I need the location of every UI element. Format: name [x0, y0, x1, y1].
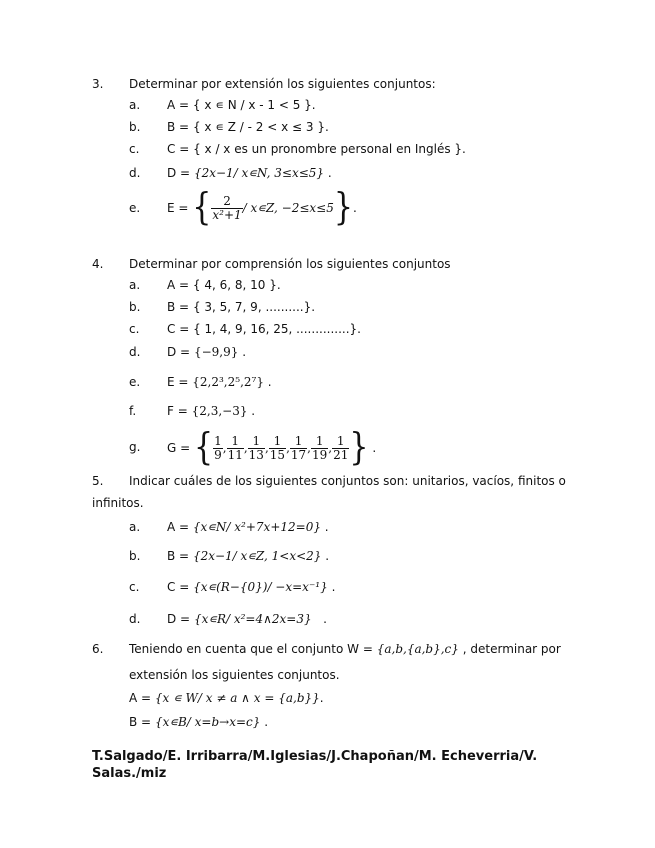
fraction: $\frac{1}{17}$ [290, 433, 307, 462]
item-letter: d. [129, 612, 141, 626]
set-a-definition: A = { 4, 6, 8, 10 }. [167, 278, 281, 292]
set-e-definition: E = {2,2³,2⁵,2⁷} . [167, 375, 272, 389]
exercise-5-heading-cont: infinitos. [92, 496, 144, 510]
exercise-5-number: 5. [92, 474, 104, 488]
exercise-6-heading: Teniendo en cuenta que el conjunto W = {a,b,{a,b},c} , determinar por [129, 642, 561, 656]
exercise-6-number: 6. [92, 642, 104, 656]
item-letter: a. [129, 520, 141, 534]
set-c-definition: C = { 1, 4, 9, 16, 25, ..............}. [167, 322, 361, 336]
item-letter: b. [129, 549, 141, 563]
set-d-definition: D = {2x−1/ x∊N, 3≤x≤5} . [167, 166, 332, 180]
set-e-definition: E = { $\frac{2}{\text{x²+1}}$ / x∊Z, −2≤x≤5 } . [167, 185, 357, 230]
exercise-5-heading: Indicar cuáles de los siguientes conjuntos son: unitarios, vacíos, finitos o [129, 474, 566, 488]
fraction: $\frac{1}{11}$ [227, 433, 243, 462]
authors-footer: T.Salgado/E. Irribarra/M.Iglesias/J.Chapoñan/M. Echeverria/V. Salas./miz [92, 749, 538, 781]
set-f-definition: F = {2,3,−3} . [167, 404, 256, 418]
item-letter: b. [129, 300, 141, 314]
fraction: $\frac{1}{21}$ [333, 433, 349, 462]
item-letter: f. [129, 404, 137, 418]
exercise-6-heading-cont: extensión los siguientes conjuntos. [129, 668, 340, 682]
fraction: $\frac{2}{\text{x²+1}}$ [212, 193, 242, 222]
set-b-definition: B = { x ∊ Z / - 2 < x ≤ 3 }. [167, 120, 329, 134]
exercise-3-number: 3. [92, 77, 104, 91]
set-a-definition: A = {x∊N/ x²+7x+12=0} . [167, 520, 329, 534]
set-c-definition: C = {x∊(R−{0})/ −x=x⁻¹} . [167, 580, 336, 594]
fraction: $\frac{1}{9}$ [214, 433, 222, 462]
set-d-definition: D = {−9,9} . [167, 345, 247, 359]
set-g-definition: G = { $\frac{1}{9}$ , $\frac{1}{11}$ , $\frac{1}{13}$ , $\frac{1}{15}$ , $\frac{1}{17}$ , $\frac{1}{19}$ , $\frac{1}{21}$ } . [167, 425, 377, 470]
item-letter: c. [129, 580, 140, 594]
exercise-4-number: 4. [92, 257, 104, 271]
item-letter: a. [129, 98, 141, 112]
set-b-definition: B = {2x−1/ x∊Z, 1<x<2} . [167, 549, 330, 563]
exercise-4-heading: Determinar por comprensión los siguientes conjuntos [129, 257, 451, 271]
item-letter: d. [129, 166, 141, 180]
item-letter: b. [129, 120, 141, 134]
item-letter: c. [129, 142, 140, 156]
item-letter: e. [129, 201, 141, 215]
item-letter: a. [129, 278, 141, 292]
set-c-definition: C = { x / x es un pronombre personal en Inglés }. [167, 142, 466, 156]
set-b-definition: B = {x∊B/ x=b→x=c} . [129, 715, 269, 729]
fraction: $\frac{1}{13}$ [248, 433, 264, 462]
set-d-definition: D = {x∊R/ x²=4∧2x=3} . [167, 612, 327, 626]
set-a-definition: A = { x ∊ N / x - 1 < 5 }. [167, 98, 316, 112]
fraction: $\frac{1}{15}$ [269, 433, 286, 462]
item-letter: g. [129, 440, 141, 454]
item-letter: e. [129, 375, 141, 389]
fraction: $\frac{1}{19}$ [312, 433, 328, 462]
set-a-definition: A = {x ∊ W/ x ≠ a ∧ x = {a,b}}. [129, 691, 324, 705]
set-b-definition: B = { 3, 5, 7, 9, ..........}. [167, 300, 316, 314]
item-letter: d. [129, 345, 141, 359]
exercise-3-heading: Determinar por extensión los siguientes conjuntos: [129, 77, 436, 91]
set-w: {a,b,{a,b},c} [376, 642, 459, 656]
item-letter: c. [129, 322, 140, 336]
